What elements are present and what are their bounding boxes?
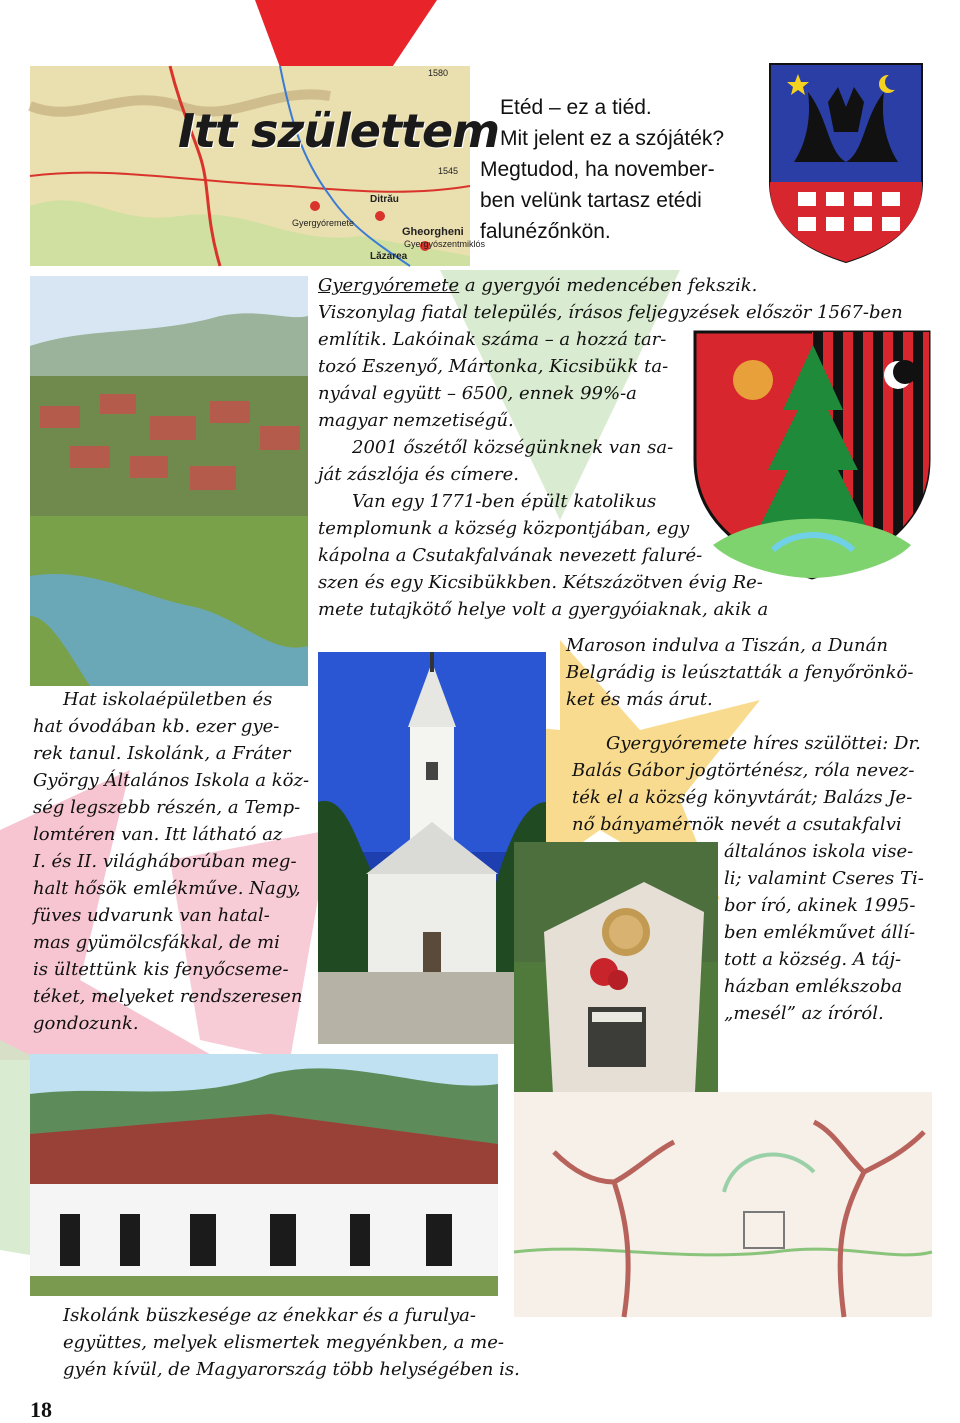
famous-text <box>572 730 921 838</box>
school-line: mas gyümölcsfákkal, de mi <box>33 932 280 953</box>
intro-line: kápolna a Csutakfalvának nevezett faluré- <box>318 545 703 566</box>
map-image <box>30 66 486 266</box>
promo-line: ben velünk tartasz etédi <box>480 189 702 212</box>
intro-line: szen és egy Kicsibükkben. Kétszázötven évig Re- <box>318 572 763 593</box>
school-line: György Általános Iskola a köz- <box>33 770 310 791</box>
map-label: 1580 <box>428 68 449 78</box>
school-line: füves udvarunk van hatal- <box>33 905 270 926</box>
children-drawing-image <box>514 1092 932 1317</box>
school-line: rek tanul. Iskolánk, a Fráter <box>33 743 291 764</box>
school-line: téket, melyeket rendszeresen <box>33 986 303 1007</box>
intro-line: templomunk a község központjában, egy <box>318 518 690 539</box>
intro-line: ját zászlója és címere. <box>318 464 519 485</box>
map-label: Ditrău <box>370 194 399 205</box>
famous-line: ben emlékművet állí- <box>724 922 916 943</box>
village-photo <box>30 276 308 686</box>
school-line: ség legszebb részén, a Temp- <box>33 797 301 818</box>
map-label: Gheorgheni <box>402 226 464 238</box>
promo-line: Mit jelent ez a szójáték? <box>500 127 725 150</box>
school-line: halt hősök emlékműve. Nagy, <box>33 878 301 899</box>
school-line: gondozunk. <box>33 1013 139 1034</box>
famous-line: tott a község. A táj- <box>724 949 902 970</box>
school-line: lomtéren van. Itt látható az <box>33 824 283 845</box>
school-text <box>33 686 309 1037</box>
intro-text <box>318 272 903 623</box>
famous-line: li; valamint Cseres Ti- <box>724 868 924 889</box>
choir-text <box>63 1302 520 1383</box>
river-line: ket és más árut. <box>566 689 713 710</box>
monument-photo <box>514 842 718 1122</box>
famous-text-continued <box>724 838 924 1027</box>
intro-line: 2001 őszétől községünknek van sa- <box>352 437 674 458</box>
choir-line: együttes, melyek elismertek megyénkben, a me- <box>63 1332 504 1353</box>
school-line: I. és II. világháborúban meg- <box>33 851 297 872</box>
famous-line: Balás Gábor jogtörténész, róla nevez- <box>572 760 915 781</box>
intro-line: tozó Eszenyő, Mártonka, Kicsibükk ta- <box>318 356 669 377</box>
river-line: Maroson indulva a Tiszán, a Dunán <box>566 635 888 656</box>
promo-line: Megtudod, ha november- <box>480 158 715 181</box>
famous-line: általános iskola vise- <box>724 841 914 862</box>
intro-line: nyával együtt – 6500, ennek 99%-a <box>318 383 637 404</box>
famous-line: „mesél” az íróról. <box>724 1003 884 1024</box>
intro-line <box>318 272 903 299</box>
famous-line: Gyergyóremete híres szülöttei: Dr. <box>606 733 921 754</box>
promo-line: falunézőnkön. <box>480 220 611 243</box>
river-text <box>566 632 913 713</box>
church-photo <box>318 652 546 1044</box>
choir-line: Iskolánk büszkesége az énekkar és a furulya- <box>63 1305 476 1326</box>
intro-line: Viszonylag fiatal település, írásos feljegyzések először 1567-ben <box>318 302 903 323</box>
famous-line: bor író, akinek 1995- <box>724 895 916 916</box>
school-line: is ültettünk kis fenyőcseme- <box>33 959 289 980</box>
river-line: Belgrádig is leúsztatták a fenyőrönkö- <box>566 662 914 683</box>
map-label: Gyergyóremete <box>292 218 355 228</box>
intro-line: Van egy 1771-ben épült katolikus <box>352 491 657 512</box>
page-title: Itt születtem <box>178 104 500 158</box>
choir-line: gyén kívül, de Magyarország több helységében is. <box>63 1359 520 1380</box>
map-label: Gyergyószentmiklós <box>404 239 486 249</box>
school-line: Hat iskolaépületben és <box>63 689 273 710</box>
famous-line: házban emlékszoba <box>724 976 903 997</box>
school-line: hat óvodában kb. ezer gye- <box>33 716 280 737</box>
intro-line: említik. Lakóinak száma – a hozzá tar- <box>318 329 667 350</box>
famous-line: ték el a község könyvtárát; Balázs Je- <box>572 787 913 808</box>
promo-text <box>480 92 760 247</box>
promo-line: Etéd – ez a tiéd. <box>500 96 652 119</box>
intro-line: mete tutajkötő helye volt a gyergyóiaknak, akik a <box>318 599 769 620</box>
famous-line: nő bányamérnök nevét a csutakfalvi <box>572 814 902 835</box>
intro-line: magyar nemzetiségű. <box>318 410 514 431</box>
map-label: Lăzarea <box>370 251 408 262</box>
map-label: 1545 <box>438 166 459 176</box>
intro-line-rest: a gyergyói medencében fekszik. <box>459 275 758 296</box>
school-building-photo <box>30 1054 498 1296</box>
page-number: 18 <box>30 1397 52 1422</box>
place-name: Gyergyóremete <box>318 275 460 296</box>
coat-of-arms-image <box>768 62 924 264</box>
